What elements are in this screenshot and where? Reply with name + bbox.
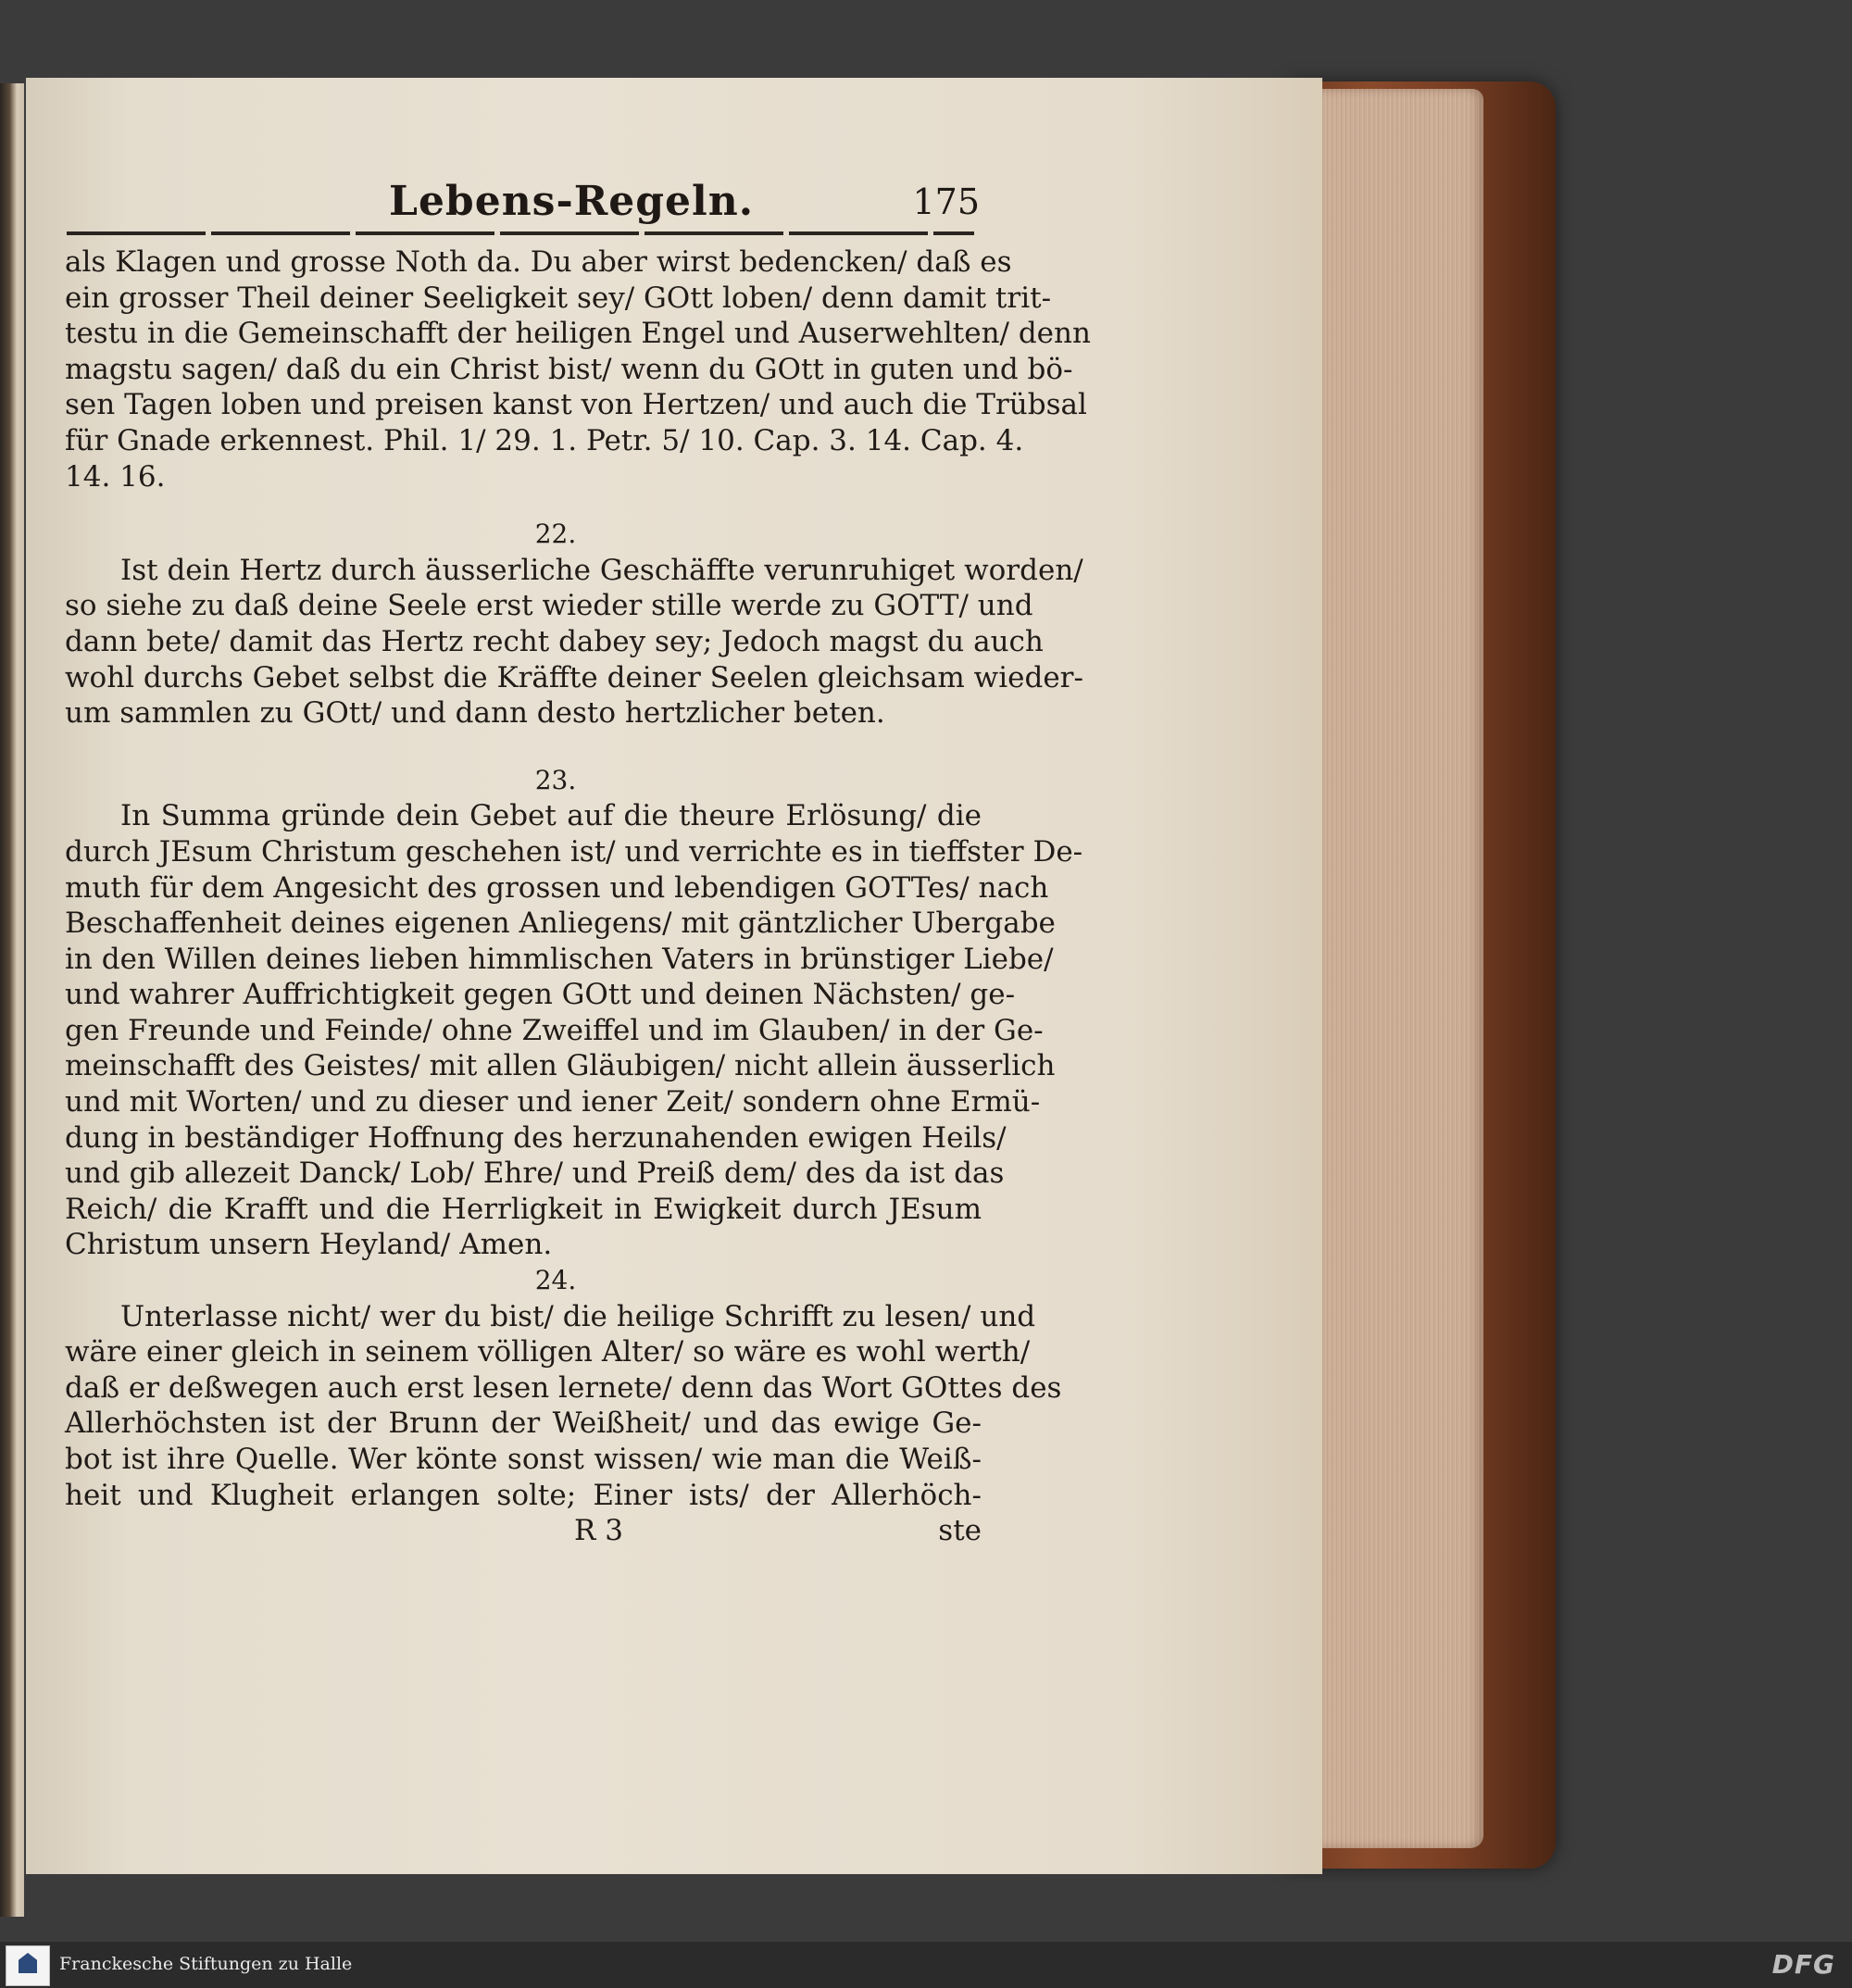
text-line: Ist dein Hertz durch äusserliche Geschäffte verunruhiget worden/ <box>120 553 1083 587</box>
text-line: und gib allezeit Danck/ Lob/ Ehre/ und Preiß dem/ des da ist das <box>65 1157 1005 1191</box>
paragraph-gap <box>65 731 982 763</box>
text-line: so siehe zu daß deine Seele erst wieder stille werde zu GOTT/ und <box>65 589 1033 623</box>
rule-number: 22. <box>534 519 577 550</box>
institution-logo-icon <box>6 1945 50 1986</box>
facing-page-edge <box>0 83 24 1917</box>
text-line: 14. 16. <box>65 459 166 494</box>
text-line: magstu sagen/ daß du ein Christ bist/ wenn du GOtt in guten und bö- <box>65 352 1073 386</box>
text-line: sen Tagen loben und preisen kanst von Hertzen/ und auch die Trübsal <box>65 388 1087 422</box>
dfg-logo: DFG <box>1771 1949 1835 1980</box>
rule-number: 24. <box>534 1265 577 1296</box>
text-line: Unterlasse nicht/ wer du bist/ die heilige Schrifft zu lesen/ und <box>120 1299 1036 1333</box>
page-body-text <box>65 244 1091 1549</box>
text-line: In Summa gründe dein Gebet auf die theure Erlösung/ die <box>120 799 982 833</box>
text-line: ein grosser Theil deiner Seeligkeit sey/ GOtt loben/ denn damit trit- <box>65 281 1052 315</box>
text-line: Allerhöchsten ist der Brunn der Weißheit/ und das ewige Ge- <box>65 1407 982 1441</box>
text-line: bot ist ihre Quelle. Wer könte sonst wissen/ wie man die Weiß- <box>65 1443 982 1476</box>
text-line: muth für dem Angesicht des grossen und lebendigen GOTTes/ nach <box>65 870 1049 905</box>
text-line: Christum unsern Heyland/ Amen. <box>65 1228 553 1262</box>
signature-mark: R 3 <box>574 1514 623 1548</box>
text-line: daß er deßwegen auch erst lesen lernete/ denn das Wort GOttes des <box>65 1370 1062 1405</box>
text-line: Reich/ die Krafft und die Herrligkeit in Ewigkeit durch JEsum <box>65 1192 982 1226</box>
catchword: ste <box>938 1514 982 1548</box>
text-line: wäre einer gleich in seinem völligen Alter/ so wäre es wohl werth/ <box>65 1335 1031 1369</box>
text-line: dung in beständiger Hoffnung des herzunahenden ewigen Heils/ <box>65 1120 1007 1155</box>
paragraph-gap <box>65 494 982 517</box>
text-line: testu in die Gemeinschafft der heiligen Engel und Auserwehlten/ denn <box>65 317 1091 351</box>
text-line: heit und Klugheit erlangen solte; Einer ists/ der Allerhöch- <box>65 1478 982 1512</box>
running-title: Lebens-Regeln. <box>389 178 755 225</box>
footer-bar <box>0 1942 1852 1988</box>
text-line: und wahrer Auffrichtigkeit gegen GOtt und deinen Nächsten/ ge- <box>65 978 1016 1012</box>
text-line: Beschaffenheit deines eigenen Anliegens/ mit gäntzlicher Ubergabe <box>65 906 1056 941</box>
running-head <box>65 178 982 233</box>
text-line: für Gnade erkennest. Phil. 1/ 29. 1. Petr. 5/ 10. Cap. 3. 14. Cap. 4. <box>65 423 1024 457</box>
text-line: in den Willen deines lieben himmlischen Vaters in brünstiger Liebe/ <box>65 942 1054 976</box>
text-line: und mit Worten/ und zu dieser und iener Zeit/ sondern ohne Ermü- <box>65 1085 1041 1119</box>
header-rule <box>67 231 974 235</box>
catchword-line <box>65 1513 982 1549</box>
text-line: durch JEsum Christum geschehen ist/ und verrichte es in tieffster De- <box>65 834 1083 869</box>
rule-number: 23. <box>534 764 577 795</box>
text-line: dann bete/ damit das Hertz recht dabey sey; Jedoch magst du auch <box>65 624 1044 658</box>
text-line: als Klagen und grosse Noth da. Du aber wirst bedencken/ daß es <box>65 245 1012 279</box>
text-line: wohl durchs Gebet selbst die Kräffte deiner Seelen gleichsam wieder- <box>65 660 1083 694</box>
page-number: 175 <box>912 181 980 222</box>
text-line: meinschafft des Geistes/ mit allen Gläubigen/ nicht allein äusserlich <box>65 1049 1056 1083</box>
text-line: um sammlen zu GOtt/ und dann desto hertzlicher beten. <box>65 696 885 731</box>
institution-name: Franckesche Stiftungen zu Halle <box>59 1954 353 1974</box>
text-line: gen Freunde und Feinde/ ohne Zweiffel und im Glauben/ in der Ge- <box>65 1013 1044 1047</box>
